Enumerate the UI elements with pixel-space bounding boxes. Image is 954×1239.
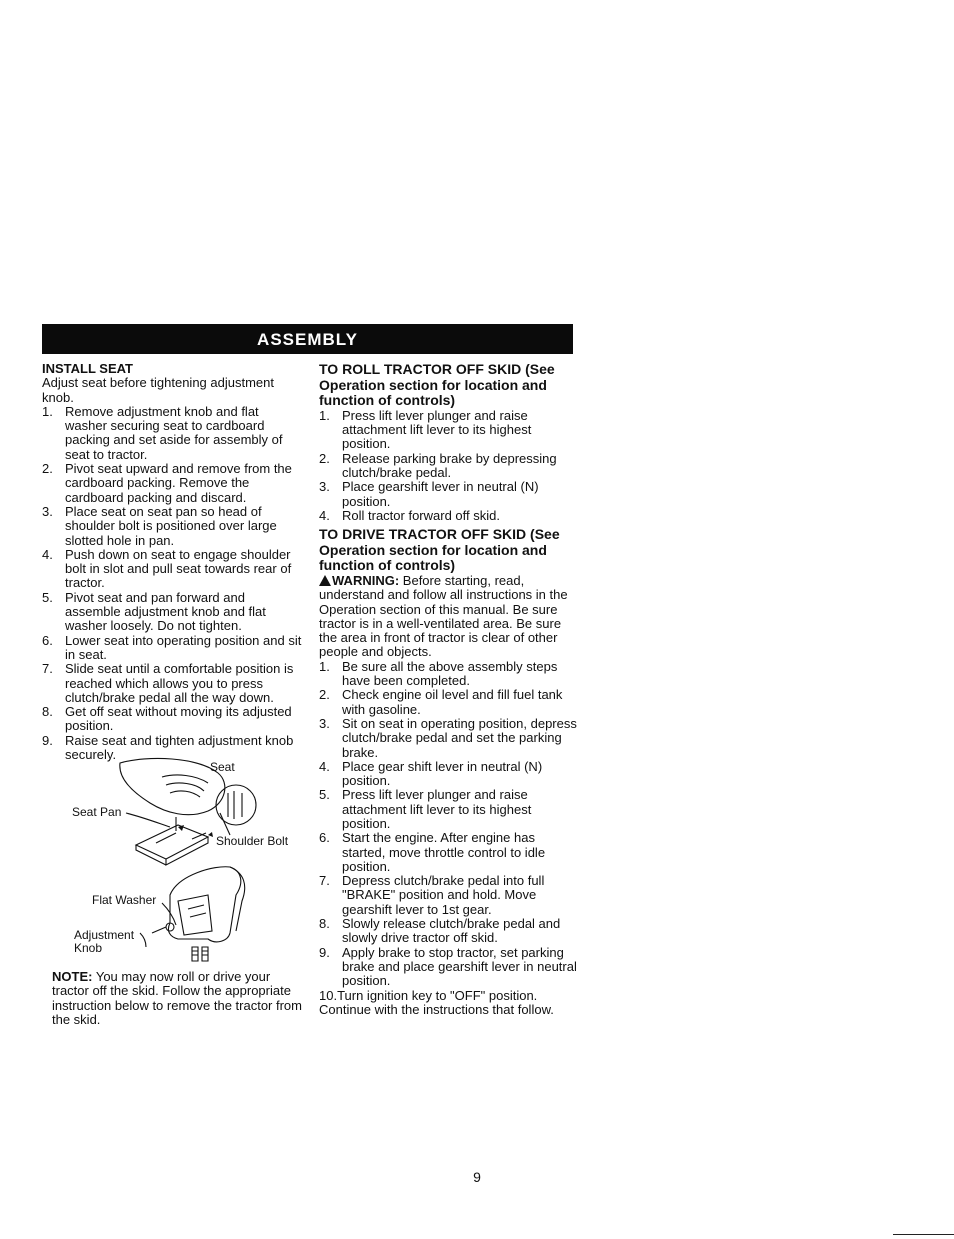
- roll-off-heading-sub: Operation section for location and function of controls): [319, 376, 547, 409]
- skid-removal-section: [319, 362, 581, 1017]
- step-text: Release parking brake by depressing clutch/brake pedal.: [342, 450, 557, 480]
- step-text: Press lift lever plunger and raise attachment lift lever to its highest position.: [342, 407, 532, 452]
- step-ten: 10.Turn ignition key to "OFF" position.: [319, 987, 538, 1003]
- step-text: Be sure all the above assembly steps have been completed.: [342, 658, 558, 689]
- list-item: [319, 688, 581, 717]
- step-number: 4.: [42, 546, 53, 562]
- roll-off-steps: [319, 409, 581, 523]
- step-text: Lower seat into operating position and sit in seat.: [65, 632, 302, 662]
- list-item: [42, 548, 304, 591]
- seat-label: Seat: [210, 760, 235, 774]
- note-paragraph: [52, 970, 310, 1027]
- adjustment-label: Adjustment: [74, 928, 135, 942]
- seat-pan-label: Seat Pan: [72, 805, 122, 819]
- drive-off-steps: [319, 660, 581, 989]
- seat-pan-shape: [136, 825, 208, 859]
- list-item: [42, 705, 304, 734]
- list-item: [42, 662, 304, 705]
- step-number: 3.: [319, 479, 330, 495]
- step-number: 8.: [42, 704, 53, 720]
- note-label: NOTE:: [52, 969, 93, 984]
- step-text: Roll tractor forward off skid.: [342, 507, 500, 523]
- step-text: Pivot seat and pan forward and assemble adjustment knob and flat washer loosely. Do not tighten.: [65, 589, 266, 634]
- step-text: Raise seat and tighten adjustment knob securely.: [65, 732, 294, 763]
- step-text: Push down on seat to engage shoulder bolt in slot and pull seat towards rear of tractor.: [65, 546, 292, 591]
- step-number: 1.: [42, 403, 53, 419]
- roll-off-heading: [319, 362, 581, 409]
- corner-rule: [893, 1234, 954, 1235]
- list-item: [319, 788, 581, 831]
- list-item: [42, 505, 304, 548]
- bracket-shape: [168, 867, 240, 942]
- step-number: 1.: [319, 658, 330, 674]
- list-item: [42, 405, 304, 462]
- step-number: 5.: [42, 589, 53, 605]
- step-number: 7.: [42, 661, 53, 677]
- section-banner: ASSEMBLY: [42, 324, 573, 354]
- step-number: 6.: [42, 632, 53, 648]
- list-item: [319, 831, 581, 874]
- step-number: 6.: [319, 830, 330, 846]
- warning-label: WARNING:: [332, 572, 400, 588]
- step-number: 2.: [42, 461, 53, 477]
- step-number: 4.: [319, 758, 330, 774]
- step-text: Press lift lever plunger and raise attachment lift lever to its highest position.: [342, 787, 532, 831]
- list-item: [319, 717, 581, 760]
- warning-triangle-icon: [319, 575, 331, 586]
- step-text: Sit on seat in operating position, depress clutch/brake pedal and set the parking brake.: [342, 715, 577, 760]
- note-text: You may now roll or drive your tractor off the skid. Follow the appropriate instruction below to remove the tractor from the skid.: [52, 969, 302, 1027]
- list-item: [319, 452, 581, 481]
- step-number: 5.: [319, 787, 330, 803]
- knob-label: Knob: [74, 941, 103, 955]
- flat-washer-label: Flat Washer: [92, 893, 157, 907]
- list-item: [319, 946, 581, 989]
- install-seat-intro: Adjust seat before tightening adjustment knob.: [42, 375, 274, 405]
- install-seat-steps: [42, 405, 304, 762]
- step-text: Depress clutch/brake pedal into full "BRAKE" position and hold. Move gearshift lever to 1st gear.: [342, 873, 545, 917]
- roll-off-heading-main: TO ROLL TRACTOR OFF SKID (See: [319, 361, 555, 377]
- step-number: 1.: [319, 407, 330, 423]
- step-text: Place gear shift lever in neutral (N) position.: [342, 758, 543, 789]
- step-text: Place gearshift lever in neutral (N) position.: [342, 479, 539, 509]
- step-number: 3.: [319, 715, 330, 731]
- list-item: [319, 917, 581, 946]
- list-item: [319, 874, 581, 917]
- list-item: [319, 760, 581, 789]
- list-item: [319, 409, 581, 452]
- step-text: Get off seat without moving its adjusted position.: [65, 704, 292, 734]
- step-number: 2.: [319, 450, 330, 466]
- step-number: 3.: [42, 503, 53, 519]
- step-text: Slide seat until a comfortable position is reached which allows you to press clutch/brake pedal all the way down.: [65, 661, 294, 705]
- drive-off-heading-main: TO DRIVE TRACTOR OFF SKID (See: [319, 526, 560, 543]
- list-item: [319, 480, 581, 509]
- warning-paragraph: [319, 574, 581, 660]
- step-text: Slowly release clutch/brake pedal and slowly drive tractor off skid.: [342, 916, 561, 946]
- list-item: [319, 509, 581, 523]
- step-number: 4.: [319, 507, 330, 523]
- step-number: 9.: [42, 732, 53, 748]
- install-seat-section: [42, 362, 304, 762]
- step-number: 9.: [319, 944, 330, 960]
- list-item: [42, 591, 304, 634]
- list-item: [42, 462, 304, 505]
- list-item: [42, 634, 304, 663]
- closing-text: Continue with the instructions that follow.: [319, 1001, 554, 1017]
- drive-off-heading: [319, 527, 581, 574]
- step-text: Pivot seat upward and remove from the cardboard packing. Remove the cardboard packing and discard.: [65, 461, 292, 505]
- detail-circle: [216, 785, 256, 825]
- install-seat-heading: INSTALL SEAT: [42, 361, 133, 376]
- step-text: Check engine oil level and fill fuel tank with gasoline.: [342, 687, 563, 717]
- warning-text: Before starting, read, understand and follow all instructions in the Operation section of this manual. Be sure tractor is in a well-ventilated area. Be sure the area in front of tractor is clear of other people and objects.: [319, 572, 568, 660]
- seat-installation-diagram: [58, 755, 308, 965]
- drive-off-heading-sub: Operation section for location and function of controls): [319, 541, 547, 574]
- step-number: 2.: [319, 687, 330, 703]
- step-number: 7.: [319, 873, 330, 889]
- page-number: 9: [473, 1169, 481, 1185]
- step-text: Place seat on seat pan so head of shoulder bolt is positioned over large slotted hole in pan.: [65, 503, 277, 548]
- step-text: Remove adjustment knob and flat washer securing seat to cardboard packing and set aside for assembly of seat to tractor.: [65, 403, 283, 462]
- step-text: Start the engine. After engine has started, move throttle control to idle position.: [342, 830, 546, 874]
- step-text: Apply brake to stop tractor, set parking brake and place gearshift lever in neutral position.: [342, 944, 577, 989]
- step-number: 8.: [319, 916, 330, 932]
- list-item: [319, 660, 581, 689]
- shoulder-bolt-label: Shoulder Bolt: [216, 834, 289, 848]
